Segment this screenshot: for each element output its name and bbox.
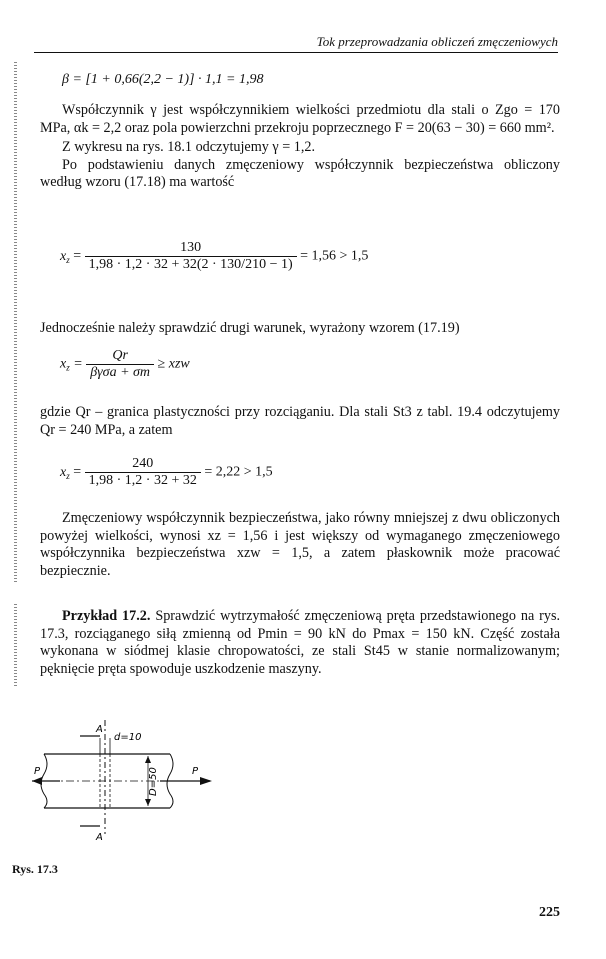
label-section-a-bottom: A <box>96 832 103 843</box>
label-bar-width: D=50 <box>148 767 159 796</box>
paragraph-gamma: Współczynnik γ jest współczynnikiem wielkości przedmiotu dla stali o Zgo = 170 MPa, αk = 2,2 oraz pola powierzchni przekroju poprzecznego F = 20(63 − 30) = 660 mm². <box>40 102 560 136</box>
equation-safety-factor-2: $x_z$ = $\frac{240}{1,98 \cdot 1,2 \cdot 32 + 32}$ = 2,22 > 1,5 <box>60 456 273 488</box>
equation-fraction: $\frac{130}{1,98 \cdot 1,2 \cdot 32 + 32(2 \cdot 130/210 - 1)}$ <box>85 240 297 273</box>
running-header: Tok przeprowadzania obliczeń zmęczeniowych <box>34 34 558 53</box>
equation-safety-factor-1: $x_z$ = $\frac{130}{1,98 \cdot 1,2 \cdot 32 + 32(2 \cdot 130/210 - 1)}$ = 1,56 > 1,5 <box>60 240 369 272</box>
scan-margin-artifact <box>14 62 17 582</box>
page-number: 225 <box>539 905 560 920</box>
equation-fraction: $\frac{Qr}{\text{βγσa + σm}}$ <box>86 348 154 381</box>
label-hole-diameter: d=10 <box>114 732 142 743</box>
label-section-a-top: A <box>96 724 103 735</box>
figure-caption: Rys. 17.3 <box>12 862 58 876</box>
force-arrow-right <box>200 777 212 785</box>
example-label: Przykład 17.2. <box>62 608 151 624</box>
scan-margin-artifact <box>14 604 17 686</box>
paragraph-chart-reading: Z wykresu na rys. 18.1 odczytujemy γ = 1,2. <box>62 139 316 156</box>
figure-17-3-bar-drawing <box>30 716 230 846</box>
paragraph-yield-strength: gdzie Qr – granica plastyczności przy rozciąganiu. Dla stali St3 z tabl. 19.4 odczytujemy Qr = 240 MPa, a zatem <box>40 404 560 438</box>
equation-beta: β = [1 + 0,66(2,2 − 1)] · 1,1 = 1,98 <box>62 72 264 87</box>
paragraph-conclusion: Zmęczeniowy współczynnik bezpieczeństwa, jako równy mniejszej z dwu obliczonych powyżej wielkości, wynosi xz = 1,56 i jest większy od wymaganego zmęczeniowego współczynnika bezpieczeństwa xzw = 1,5, a zatem płaskownik może pracować bezpiecznie. <box>40 510 560 579</box>
paragraph-example-17-2: Przykład 17.2. Sprawdzić wytrzymałość zmęczeniową pręta przedstawionego na rys. 17.3, rozciąganego siłą zmienną od Pmin = 90 kN do Pmax = 150 kN. Część została wykonana w siódmej klasie chropowatości, ze stali St45 w stanie normalizowanym; pęknięcie pręta spowoduje uszkodzenie maszyny. <box>40 608 561 677</box>
label-force-right: P <box>192 766 199 777</box>
label-force-left: P <box>34 766 41 777</box>
paragraph-substitution: Po podstawieniu danych zmęczeniowy współczynnik bezpieczeństwa obliczony według wzoru (17.18) ma wartość <box>40 156 560 191</box>
equation-fraction: $\frac{240}{1,98 \cdot 1,2 \cdot 32 + 32}$ <box>85 456 201 489</box>
force-arrow-left <box>32 777 42 785</box>
equation-condition: $x_z$ = $\frac{Qr}{\text{βγσa + σm}}$ ≥ xzw <box>60 348 190 380</box>
paragraph-second-condition: Jednocześnie należy sprawdzić drugi warunek, wyrażony wzorem (17.19) <box>40 320 460 336</box>
